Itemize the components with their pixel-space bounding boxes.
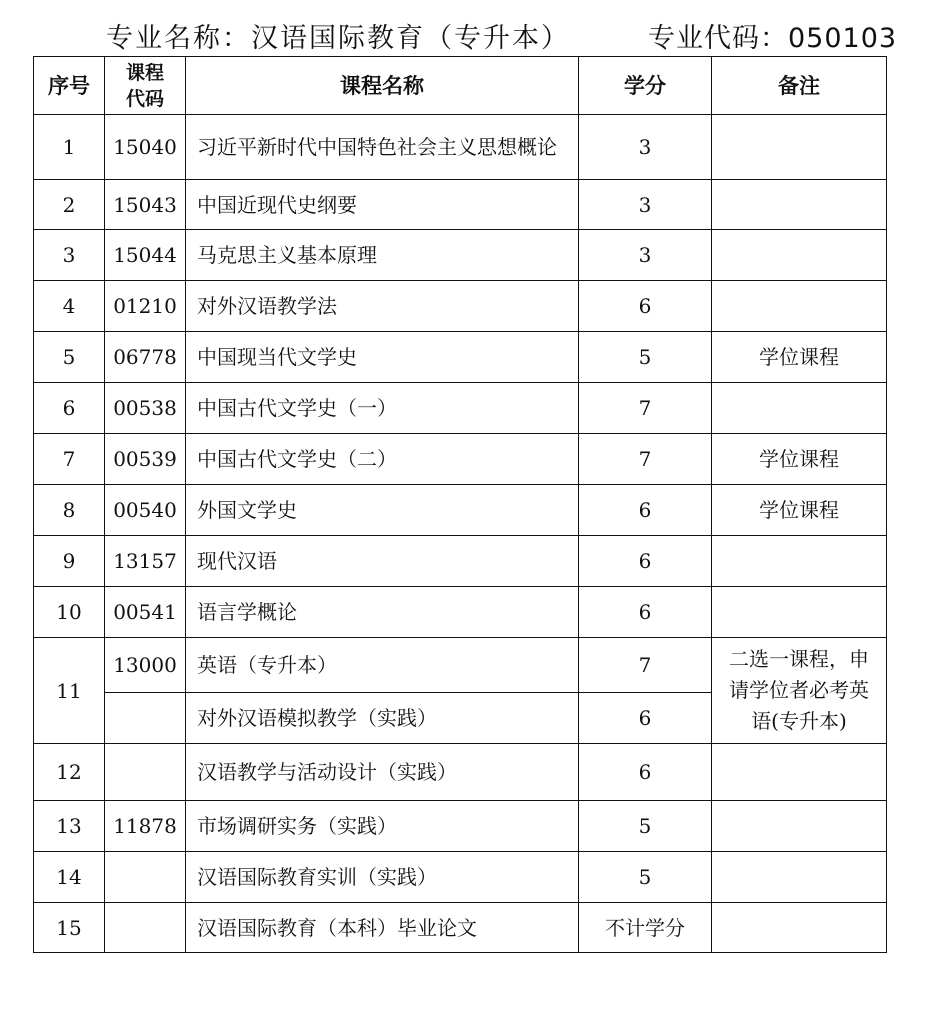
row-remark: 学位课程: [712, 485, 887, 536]
row-code: [105, 744, 186, 801]
table-row: [34, 332, 887, 383]
row-no: 14: [34, 852, 105, 903]
row-name: 中国近现代史纲要: [186, 180, 579, 230]
row-no: 10: [34, 587, 105, 638]
row-name: 外国文学史: [186, 485, 579, 536]
row-credit: 6: [579, 744, 712, 801]
row-no: 1: [34, 115, 105, 180]
table-row: [34, 281, 887, 332]
row-no: 11: [34, 638, 105, 744]
row-name: 现代汉语: [186, 536, 579, 587]
row-credit: 5: [579, 801, 712, 852]
major-name: 专业名称：汉语国际教育（专升本）: [106, 23, 570, 54]
table-row: [34, 115, 887, 180]
row-name: 汉语国际教育（本科）毕业论文: [186, 903, 579, 953]
table-header-row: [34, 57, 887, 115]
row-code: 15040: [105, 115, 186, 180]
row-no: 9: [34, 536, 105, 587]
row-remark: [712, 383, 887, 434]
row-code: 00538: [105, 383, 186, 434]
row-credit: 6: [579, 485, 712, 536]
row-credit: 7: [579, 434, 712, 485]
row-credit: 3: [579, 230, 712, 281]
row-no: 2: [34, 180, 105, 230]
row-credit: 5: [579, 332, 712, 383]
course-table: [33, 56, 887, 953]
row-name: 市场调研实务（实践）: [186, 801, 579, 852]
header-remark: 备注: [712, 57, 887, 115]
row-name: 汉语教学与活动设计（实践）: [186, 744, 579, 801]
header-no: 序号: [34, 57, 105, 115]
table-row: [34, 903, 887, 953]
table-row: [34, 744, 887, 801]
row-no: 13: [34, 801, 105, 852]
row-no: 4: [34, 281, 105, 332]
row-code: 13000: [105, 638, 186, 693]
row-name: 英语（专升本）: [186, 638, 579, 693]
row-no: 8: [34, 485, 105, 536]
table-row: [34, 536, 887, 587]
row-credit: 3: [579, 115, 712, 180]
table-row: [34, 180, 887, 230]
row-name: 中国古代文学史（二）: [186, 434, 579, 485]
row-no: 7: [34, 434, 105, 485]
row-code: 00541: [105, 587, 186, 638]
row-name: 中国现当代文学史: [186, 332, 579, 383]
row-no: 15: [34, 903, 105, 953]
table-row: [34, 383, 887, 434]
row-name: 习近平新时代中国特色社会主义思想概论: [186, 115, 579, 180]
row-remark: [712, 744, 887, 801]
row-code: 15044: [105, 230, 186, 281]
row-credit: 5: [579, 852, 712, 903]
table-row: [34, 801, 887, 852]
row-remark: 学位课程: [712, 434, 887, 485]
table-row: [34, 230, 887, 281]
row-no: 5: [34, 332, 105, 383]
row-credit: 7: [579, 638, 712, 693]
header-credit: 学分: [579, 57, 712, 115]
header-code-line1: 课程: [125, 61, 164, 84]
row-credit: 3: [579, 180, 712, 230]
row-remark: [712, 903, 887, 953]
row-code: [105, 693, 186, 744]
row-no: 12: [34, 744, 105, 801]
table-row: [34, 638, 887, 693]
row-code: 01210: [105, 281, 186, 332]
row-code: 00540: [105, 485, 186, 536]
row-no: 3: [34, 230, 105, 281]
row-no: 6: [34, 383, 105, 434]
header-code-line2: 代码: [125, 87, 164, 110]
header-name: 课程名称: [186, 57, 579, 115]
row-name: 对外汉语教学法: [186, 281, 579, 332]
row-code: 13157: [105, 536, 186, 587]
row-remark: [712, 115, 887, 180]
row-remark: [712, 852, 887, 903]
document-header: [0, 14, 934, 54]
table-row: [34, 852, 887, 903]
row-name: 对外汉语模拟教学（实践）: [186, 693, 579, 744]
row-remark: [712, 801, 887, 852]
row-credit: 6: [579, 587, 712, 638]
table-row: [34, 434, 887, 485]
row-name: 马克思主义基本原理: [186, 230, 579, 281]
row-name: 汉语国际教育实训（实践）: [186, 852, 579, 903]
table-row: [34, 587, 887, 638]
row-name: 中国古代文学史（一）: [186, 383, 579, 434]
table-row: [34, 485, 887, 536]
row-name: 语言学概论: [186, 587, 579, 638]
row-remark: [712, 180, 887, 230]
row-remark: [712, 281, 887, 332]
row-remark: [712, 230, 887, 281]
row-code: 06778: [105, 332, 186, 383]
row-credit: 不计学分: [579, 903, 712, 953]
row-code: [105, 852, 186, 903]
row-remark: [712, 536, 887, 587]
major-code: 专业代码：050103: [648, 23, 898, 54]
row-remark: [712, 587, 887, 638]
row-credit: 6: [579, 693, 712, 744]
row-credit: 6: [579, 536, 712, 587]
row-code: 11878: [105, 801, 186, 852]
header-code: [105, 57, 186, 115]
row-credit: 6: [579, 281, 712, 332]
row-credit: 7: [579, 383, 712, 434]
row-code: [105, 903, 186, 953]
row-remark: 学位课程: [712, 332, 887, 383]
row-code: 15043: [105, 180, 186, 230]
row-remark: 二选一课程，申请学位者必考英语(专升本): [712, 638, 887, 744]
row-code: 00539: [105, 434, 186, 485]
